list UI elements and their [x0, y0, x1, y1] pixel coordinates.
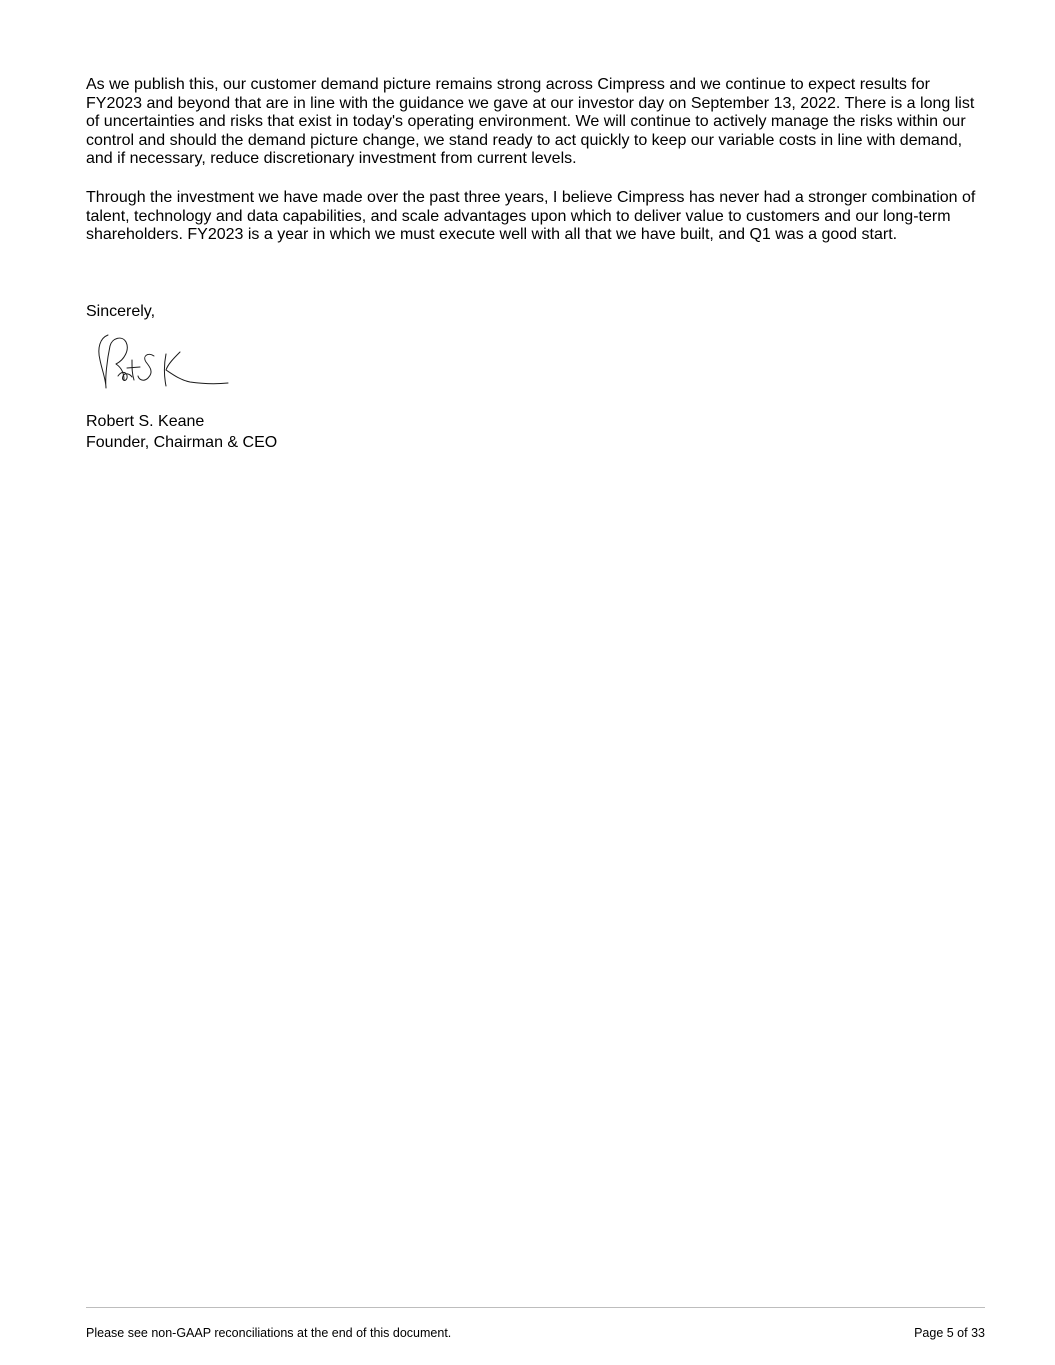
signer-title: Founder, Chairman & CEO — [86, 434, 278, 451]
handwritten-signature — [94, 330, 234, 394]
page-number: Page 5 of 33 — [914, 1326, 985, 1340]
signer-block — [86, 411, 277, 453]
letter-paragraph-1: As we publish this, our customer demand picture remains strong across Cimpress and we continue to expect results for FY2023 and beyond that are in line with the guidance we gave at our investor day on September 13, 2022. There is a long list of uncertainties and risks that exist in today's operating environment. We will continue to actively manage the risks within our control and should the demand picture change, we stand ready to act quickly to keep our variable costs in line with demand, and if necessary, reduce discretionary investment from current levels. — [86, 76, 975, 167]
footer-divider — [86, 1307, 985, 1308]
footer-note: Please see non-GAAP reconciliations at the end of this document. — [86, 1326, 452, 1340]
letter-paragraph-2: Through the investment we have made over the past three years, I believe Cimpress has never had a stronger combination of talent, technology and data capabilities, and scale advantages upon which to deliver value to customers and our long-term shareholders. FY2023 is a year in which we must execute well with all that we have built, and Q1 was a good start. — [86, 189, 976, 243]
signer-name: Robert S. Keane — [86, 413, 205, 430]
letter-closing: Sincerely, — [86, 303, 156, 320]
